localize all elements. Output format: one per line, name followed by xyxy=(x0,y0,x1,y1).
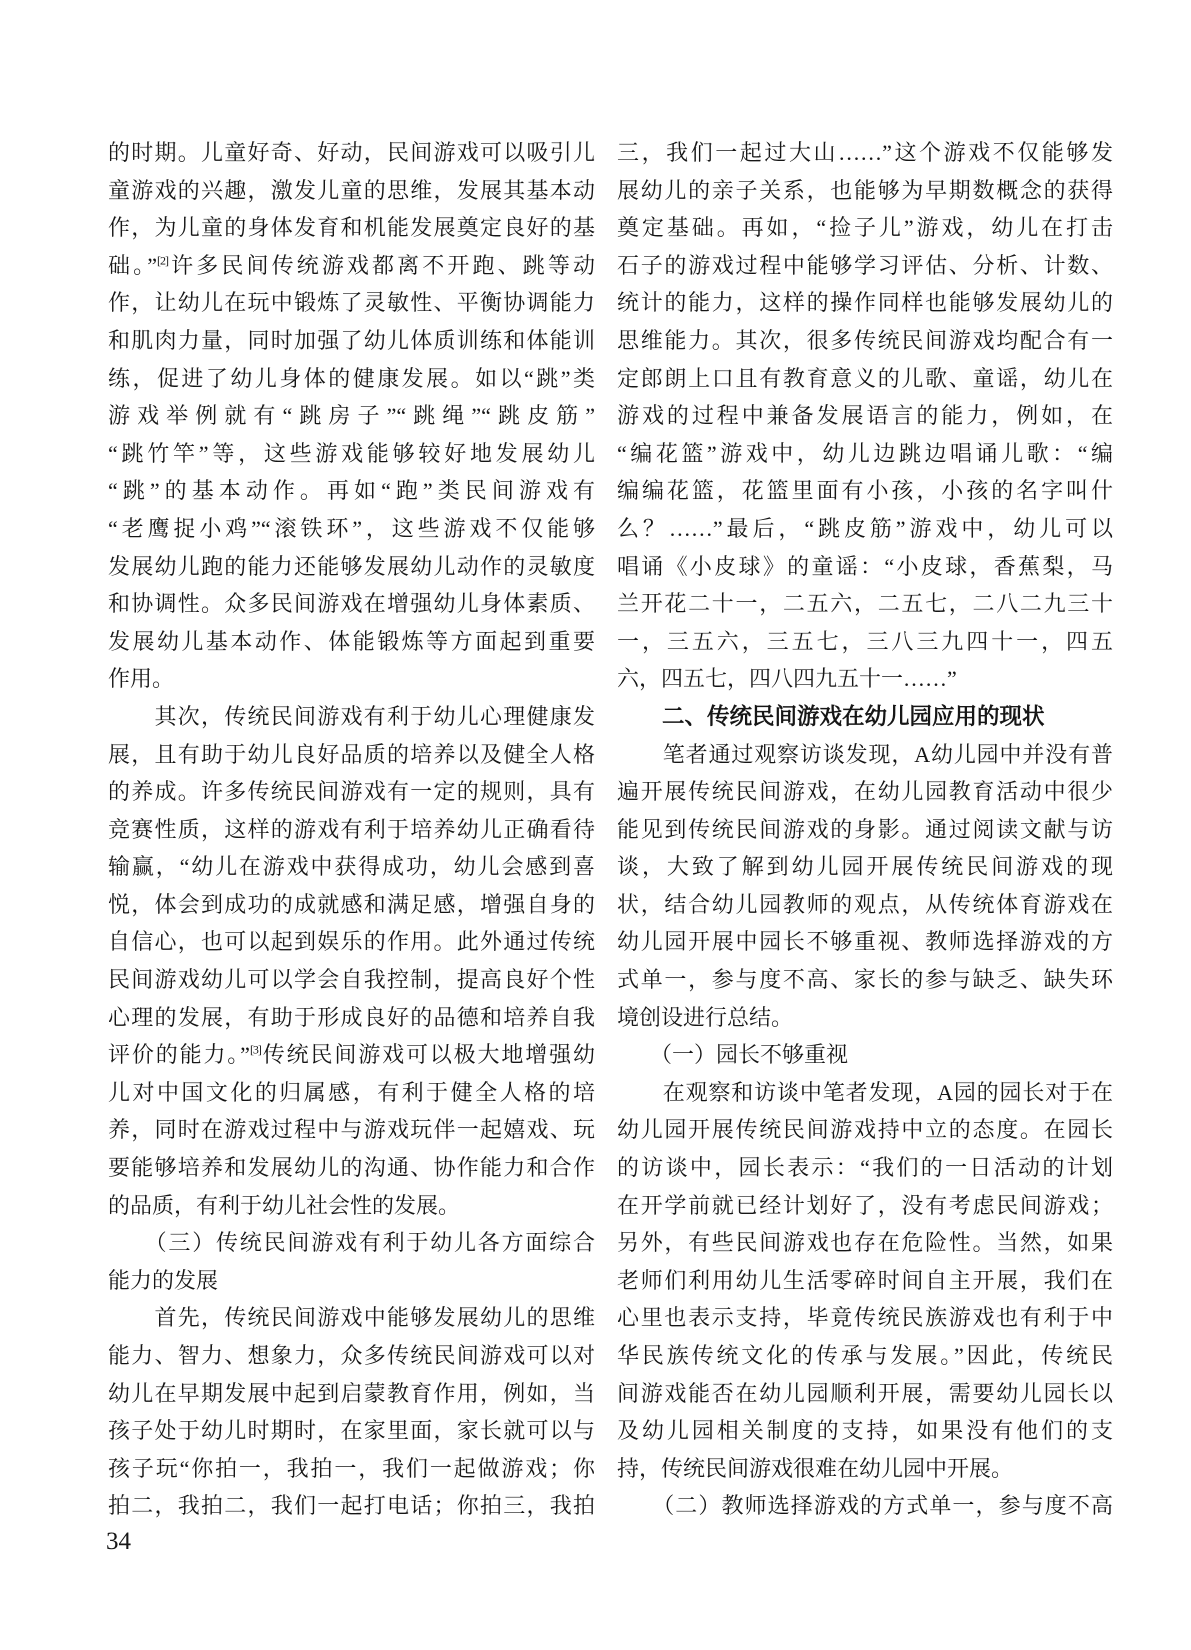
text-line: 童游戏的兴趣，激发儿童的思维，发展其基本动 xyxy=(108,177,595,203)
text-line: 持，传统民间游戏很难在幼儿园中开展。 xyxy=(617,1455,1014,1481)
text-line: 奠定基础。再如，“捡子儿”游戏，幼儿在打击 xyxy=(617,215,1113,241)
text-line: 作，让幼儿在玩中锻炼了灵敏性、平衡协调能力 xyxy=(108,290,595,316)
text-line: 另外，有些民间游戏也存在危险性。当然，如果 xyxy=(617,1230,1113,1256)
text-line: 悦，体会到成功的成就感和满足感，增强自身的 xyxy=(108,891,595,917)
text-line: 定郎朗上口且有教育意义的儿歌、童谣，幼儿在 xyxy=(617,365,1113,391)
text-fragment: 评价的能力。” xyxy=(108,1042,250,1068)
text-fragment: 传统民间游戏可以极大地增强幼 xyxy=(260,1042,595,1068)
text-line: 境创设进行总结。 xyxy=(617,1004,794,1030)
text-line: 石子的游戏过程中能够学习评估、分析、计数、 xyxy=(617,252,1113,278)
subsection-heading: （三）传统民间游戏有利于幼儿各方面综合 xyxy=(108,1230,595,1256)
text-line: 输赢，“幼儿在游戏中获得成功，幼儿会感到喜 xyxy=(108,854,595,880)
text-line: 练，促进了幼儿身体的健康发展。如以“跳”类 xyxy=(108,365,595,391)
left-column xyxy=(108,134,595,1525)
text-line: 唱诵《小皮球》的童谣：“小皮球，香蕉梨，马 xyxy=(617,553,1113,579)
text-line: 自信心，也可以起到娱乐的作用。此外通过传统 xyxy=(108,929,595,955)
text-line: 及幼儿园相关制度的支持，如果没有他们的支 xyxy=(617,1418,1113,1444)
text-line: 孩子处于幼儿时期时，在家里面，家长就可以与 xyxy=(108,1418,595,1444)
subsection-heading: （一）园长不够重视 xyxy=(617,1042,849,1068)
text-line: “老鹰捉小鸡”“滚铁环”，这些游戏不仅能够 xyxy=(108,515,595,541)
text-line: 作用。 xyxy=(108,666,175,692)
text-line: 和协调性。众多民间游戏在增强幼儿身体素质、 xyxy=(108,591,595,617)
footnote-ref: [3] xyxy=(249,1042,261,1057)
text-line: 的访谈中，园长表示：“我们的一日活动的计划 xyxy=(617,1155,1113,1181)
text-line: 民间游戏幼儿可以学会自我控制，提高良好个性 xyxy=(108,967,595,993)
text-line: 拍二，我拍二，我们一起打电话；你拍三，我拍 xyxy=(108,1493,595,1519)
text-line: 思维能力。其次，很多传统民间游戏均配合有一 xyxy=(617,327,1113,353)
text-line: 其次，传统民间游戏有利于幼儿心理健康发 xyxy=(108,703,595,729)
text-line: 统计的能力，这样的操作同样也能够发展幼儿的 xyxy=(617,290,1113,316)
text-line: 心里也表示支持，毕竟传统民族游戏也有利于中 xyxy=(617,1305,1113,1331)
text-line: 的养成。许多传统民间游戏有一定的规则，具有 xyxy=(108,779,595,805)
text-line: 谈，大致了解到幼儿园开展传统民间游戏的现 xyxy=(617,854,1113,880)
text-line: 式单一，参与度不高、家长的参与缺乏、缺失环 xyxy=(617,967,1113,993)
text-line: 么？……”最后，“跳皮筋”游戏中，幼儿可以 xyxy=(617,515,1113,541)
text-fragment: 础。” xyxy=(108,252,157,278)
page-number: 34 xyxy=(106,1528,131,1555)
text-line: 遍开展传统民间游戏，在幼儿园教育活动中很少 xyxy=(617,779,1113,805)
text-line: 华民族传统文化的传承与发展。”因此，传统民 xyxy=(617,1343,1113,1368)
text-line: “编花篮”游戏中，幼儿边跳边唱诵儿歌：“编 xyxy=(617,440,1113,466)
text-line: 在观察和访谈中笔者发现，A园的园长对于在 xyxy=(617,1079,1113,1105)
text-line: 在开学前就已经计划好了，没有考虑民间游戏； xyxy=(617,1192,1113,1218)
text-line: 作，为儿童的身体发育和机能发展奠定良好的基 xyxy=(108,215,595,241)
text-line xyxy=(108,1036,595,1074)
subsection-heading: （二）教师选择游戏的方式单一，参与度不高 xyxy=(617,1493,1113,1519)
text-line: “跳竹竿”等，这些游戏能够较好地发展幼儿 xyxy=(108,440,595,466)
text-line: 展，且有助于幼儿良好品质的培养以及健全人格 xyxy=(108,741,595,767)
section-heading: 二、传统民间游戏在幼儿园应用的现状 xyxy=(617,703,1045,729)
text-line: 六，四五七，四八四九五十一……” xyxy=(617,666,957,692)
text-line: 间游戏能否在幼儿园顺利开展，需要幼儿园长以 xyxy=(617,1380,1113,1406)
text-line: 儿对中国文化的归属感，有利于健全人格的培 xyxy=(108,1079,595,1105)
text-line: 竞赛性质，这样的游戏有利于培养幼儿正确看待 xyxy=(108,816,595,842)
text-line: 幼儿园开展中园长不够重视、教师选择游戏的方 xyxy=(617,929,1113,955)
text-line: 要能够培养和发展幼儿的沟通、协作能力和合作 xyxy=(108,1155,595,1181)
text-line: 能见到传统民间游戏的身影。通过阅读文献与访 xyxy=(617,816,1113,842)
text-line: 老师们利用幼儿生活零碎时间自主开展，我们在 xyxy=(617,1267,1113,1293)
text-line: 状，结合幼儿园教师的观点，从传统体育游戏在 xyxy=(617,891,1113,917)
text-line: 的时期。儿童好奇、好动，民间游戏可以吸引儿 xyxy=(108,140,595,165)
text-line: 养，同时在游戏过程中与游戏玩伴一起嬉戏、玩 xyxy=(108,1117,595,1143)
text-fragment: 许多民间传统游戏都离不开跑、跳等动 xyxy=(168,252,595,278)
text-line: 幼儿在早期发展中起到启蒙教育作用，例如，当 xyxy=(108,1380,595,1406)
text-line: “跳”的基本动作。再如“跑”类民间游戏有 xyxy=(108,478,595,504)
text-line: 的品质，有利于幼儿社会性的发展。 xyxy=(108,1192,461,1218)
text-line: 幼儿园开展传统民间游戏持中立的态度。在园长 xyxy=(617,1117,1113,1143)
text-line: 展幼儿的亲子关系，也能够为早期数概念的获得 xyxy=(617,177,1113,203)
text-line: 三，我们一起过大山……”这个游戏不仅能够发 xyxy=(617,140,1113,165)
text-line: 兰开花二十一，二五六，二五七，二八二九三十 xyxy=(617,591,1113,617)
text-line: 游戏举例就有“跳房子”“跳绳”“跳皮筋” xyxy=(108,403,595,429)
right-column xyxy=(617,134,1113,1525)
footnote-ref: [2] xyxy=(157,253,168,268)
text-line: 首先，传统民间游戏中能够发展幼儿的思维 xyxy=(108,1305,595,1331)
text-line: 心理的发展，有助于形成良好的品德和培养自我 xyxy=(108,1004,595,1030)
text-line xyxy=(108,247,595,285)
text-line: 能力、智力、想象力，众多传统民间游戏可以对 xyxy=(108,1343,595,1368)
text-line: 笔者通过观察访谈发现，A幼儿园中并没有普 xyxy=(617,741,1113,767)
subsection-heading: 能力的发展 xyxy=(108,1267,219,1293)
text-line: 编编花篮，花篮里面有小孩，小孩的名字叫什 xyxy=(617,478,1113,504)
text-line: 和肌肉力量，同时加强了幼儿体质训练和体能训 xyxy=(108,327,595,353)
text-line: 发展幼儿基本动作、体能锻炼等方面起到重要 xyxy=(108,628,595,654)
text-line: 孩子玩“你拍一，我拍一，我们一起做游戏；你 xyxy=(108,1455,595,1481)
text-line: 一，三五六，三五七，三八三九四十一，四五 xyxy=(617,628,1113,654)
text-line: 发展幼儿跑的能力还能够发展幼儿动作的灵敏度 xyxy=(108,553,595,579)
text-line: 游戏的过程中兼备发展语言的能力，例如，在 xyxy=(617,403,1113,429)
